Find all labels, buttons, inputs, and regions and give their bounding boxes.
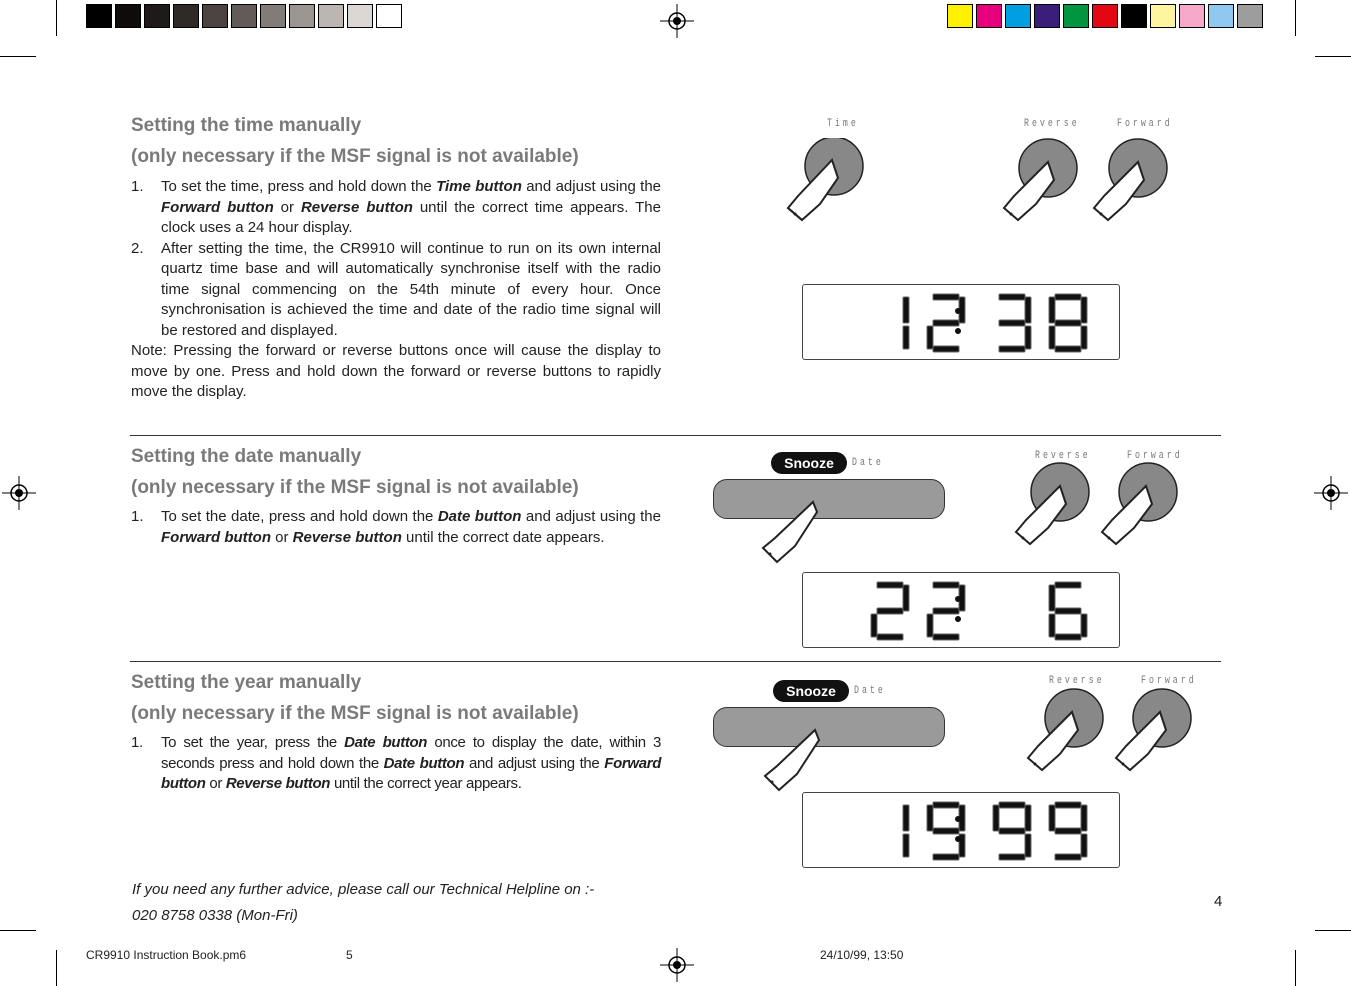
reverse-button-label: Reverse — [1035, 450, 1091, 462]
gray-swatch — [289, 4, 315, 28]
snooze-button-label: Snooze — [773, 680, 849, 702]
gray-swatch — [144, 4, 170, 28]
date-button-label: Date — [854, 685, 886, 697]
lcd-segment — [1081, 805, 1087, 831]
lcd-segment — [1025, 297, 1031, 323]
lcd-segment — [903, 326, 909, 349]
lcd-segment — [993, 805, 999, 831]
lcd-segment — [903, 297, 909, 323]
reverse-button-press-icon — [1008, 462, 1108, 552]
forward-button-label: Forward — [1141, 675, 1197, 687]
gray-swatch — [115, 4, 141, 28]
section-heading-date: Setting the date manually — [131, 446, 362, 467]
color-swatch — [1034, 4, 1060, 28]
lcd-segment — [933, 828, 959, 834]
lcd-segment — [999, 346, 1025, 352]
lcd-colon — [955, 616, 961, 622]
date-button-press-icon — [757, 718, 837, 798]
gray-swatch — [376, 4, 402, 28]
list-item: 1. To set the time, press and hold down the Time button and adjust using the Forward button or Reverse button until the correct time appears. The clock uses a 24 hour display. — [131, 178, 662, 236]
gray-swatch — [347, 4, 373, 28]
gray-swatch — [173, 4, 199, 28]
helpline-text: If you need any further advice, please call our Technical Helpline on :- — [132, 881, 595, 898]
time-button-label: Time — [827, 118, 859, 130]
section-subheading-year: (only necessary if the MSF signal is not available) — [131, 703, 579, 724]
lcd-segment — [1049, 326, 1055, 349]
lcd-segment — [933, 608, 959, 614]
registration-mark-icon — [660, 4, 694, 38]
registration-mark-icon — [2, 476, 36, 510]
list-item: 2. After setting the time, the CR9910 will continue to run on its own internal quartz time base and will automatically synchronise itself with the radio time signal commencing on the 54th minute of every hour. Once synchronisation is achieved the time and date of the radio time signal will be restored and displayed. — [131, 239, 661, 339]
lcd-segment — [877, 608, 903, 614]
gray-swatch — [260, 4, 286, 28]
lcd-segment — [1055, 634, 1081, 640]
lcd-segment — [1049, 585, 1055, 611]
lcd-segment — [999, 294, 1025, 300]
lcd-segment — [933, 320, 959, 326]
color-swatch — [1237, 4, 1263, 28]
color-swatch — [947, 4, 973, 28]
lcd-segment — [1055, 346, 1081, 352]
lcd-segment — [933, 582, 959, 588]
reverse-button-label: Reverse — [1024, 118, 1080, 130]
date-instructions — [131, 507, 661, 548]
color-swatch — [1005, 4, 1031, 28]
section-divider — [130, 435, 1221, 436]
crop-mark — [56, 0, 57, 36]
lcd-segment — [877, 634, 903, 640]
lcd-segment — [1049, 805, 1055, 831]
color-swatch — [1121, 4, 1147, 28]
lcd-segment — [927, 614, 933, 637]
lcd-segment — [1081, 614, 1087, 637]
lcd-segment — [1081, 326, 1087, 349]
reverse-button-label: Reverse — [1049, 675, 1105, 687]
lcd-segment — [927, 805, 933, 831]
color-swatch — [1092, 4, 1118, 28]
forward-button-press-icon — [1094, 462, 1194, 552]
forward-button-label: Forward — [1117, 118, 1173, 130]
footer-datetime: 24/10/99, 13:50 — [820, 948, 904, 962]
lcd-segment — [903, 585, 909, 611]
lcd-display-year — [802, 792, 1120, 868]
lcd-segment — [999, 854, 1025, 860]
lcd-segment — [933, 346, 959, 352]
section-heading-time: Setting the time manually — [131, 115, 362, 136]
lcd-segment — [1081, 834, 1087, 857]
crop-mark — [0, 930, 36, 931]
lcd-segment — [1055, 294, 1081, 300]
lcd-segment — [1049, 297, 1055, 323]
lcd-segment — [1055, 802, 1081, 808]
time-instructions — [131, 177, 661, 403]
lcd-colon — [955, 328, 961, 334]
section-heading-year: Setting the year manually — [131, 672, 362, 693]
lcd-segment — [1055, 828, 1081, 834]
registration-mark-icon — [660, 948, 694, 982]
lcd-colon — [955, 816, 961, 822]
lcd-segment — [877, 582, 903, 588]
lcd-colon — [955, 836, 961, 842]
lcd-segment — [933, 854, 959, 860]
lcd-segment — [1049, 614, 1055, 637]
snooze-button-label: Snooze — [771, 452, 847, 474]
gray-swatch — [202, 4, 228, 28]
lcd-segment — [933, 634, 959, 640]
lcd-colon — [955, 308, 961, 314]
section-subheading-date: (only necessary if the MSF signal is not available) — [131, 477, 579, 498]
lcd-segment — [903, 805, 909, 831]
forward-button-label: Forward — [1127, 450, 1183, 462]
lcd-segment — [927, 326, 933, 349]
lcd-segment — [999, 320, 1025, 326]
color-swatch — [976, 4, 1002, 28]
date-button-press-icon — [755, 490, 835, 570]
list-item: 1. To set the year, press the Date button once to display the date, within 3 seconds press and hold down the Date button and adjust using the Forward button or Reverse button until the correct year appears. — [131, 734, 662, 792]
section-divider — [130, 661, 1221, 662]
footer-file: CR9910 Instruction Book.pm6 — [86, 948, 247, 962]
lcd-segment — [1025, 326, 1031, 349]
crop-mark — [1315, 56, 1351, 57]
color-swatch — [1208, 4, 1234, 28]
section-subheading-time: (only necessary if the MSF signal is not available) — [131, 146, 579, 167]
crop-mark — [56, 950, 57, 986]
date-button-label: Date — [852, 457, 884, 469]
crop-mark — [0, 56, 36, 57]
lcd-display-time — [802, 284, 1120, 360]
reverse-button-press-icon — [996, 138, 1096, 228]
forward-button-press-icon — [1108, 688, 1208, 778]
lcd-segment — [1081, 297, 1087, 323]
crop-mark — [1315, 930, 1351, 931]
registration-mark-icon — [1314, 476, 1348, 510]
lcd-segment — [1025, 834, 1031, 857]
lcd-segment — [933, 294, 959, 300]
lcd-segment — [1055, 320, 1081, 326]
lcd-segment — [999, 802, 1025, 808]
color-swatch — [1063, 4, 1089, 28]
year-instructions — [131, 733, 661, 795]
lcd-segment — [1055, 608, 1081, 614]
gray-swatch — [86, 4, 112, 28]
lcd-display-date — [802, 572, 1120, 648]
crop-mark — [1295, 0, 1296, 36]
color-swatch — [1150, 4, 1176, 28]
time-button-press-icon — [780, 138, 880, 228]
lcd-segment — [871, 614, 877, 637]
list-item: 1. To set the date, press and hold down the Date button and adjust using the Forward button or Reverse button until the correct date appears. — [131, 508, 661, 546]
lcd-segment — [1055, 582, 1081, 588]
lcd-segment — [903, 834, 909, 857]
note-text: Note: Pressing the forward or reverse buttons once will cause the display to move by one. Press and hold down the forward or reverse buttons to rapidly move the display. — [131, 342, 661, 400]
page-number: 4 — [1214, 893, 1223, 910]
lcd-segment — [1025, 805, 1031, 831]
lcd-colon — [955, 596, 961, 602]
forward-button-press-icon — [1086, 138, 1186, 228]
lcd-segment — [999, 828, 1025, 834]
reverse-button-press-icon — [1020, 688, 1120, 778]
lcd-segment — [1055, 854, 1081, 860]
crop-mark — [1295, 950, 1296, 986]
lcd-segment — [933, 802, 959, 808]
gray-swatch — [318, 4, 344, 28]
gray-swatch — [231, 4, 257, 28]
helpline-number: 020 8758 0338 (Mon-Fri) — [132, 907, 298, 924]
color-swatch — [1179, 4, 1205, 28]
footer-page: 5 — [346, 948, 353, 962]
